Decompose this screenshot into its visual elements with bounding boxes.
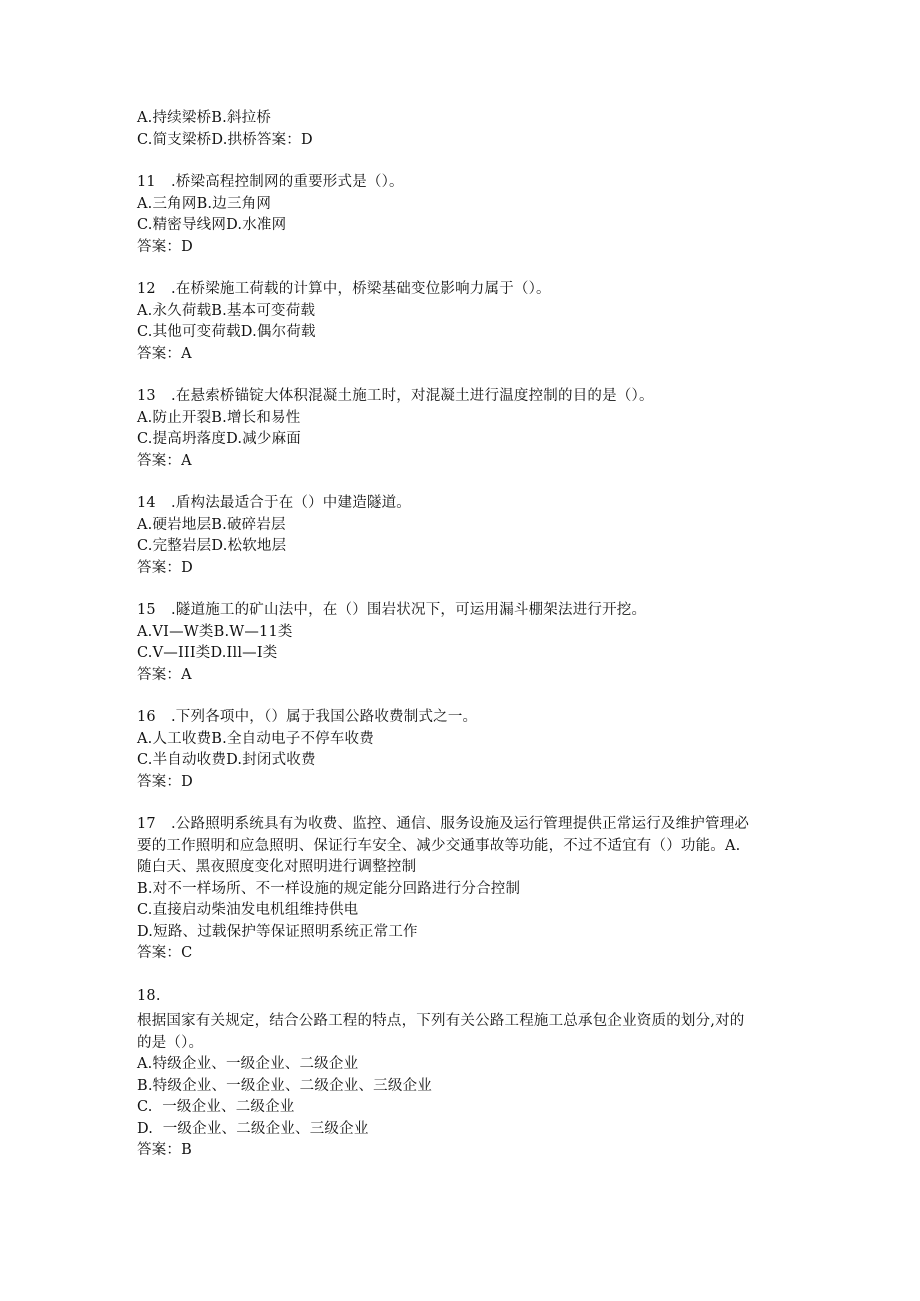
question-number: 14: [137, 495, 156, 511]
question-number: 12: [137, 281, 156, 297]
answer: 答案：D: [137, 559, 193, 576]
spacer: [137, 579, 797, 600]
options-cd: C.提高坍落度D.减少麻面: [137, 431, 302, 447]
options-ab: A.VI—W类B.W—11类: [137, 623, 293, 640]
question-stem: [137, 600, 797, 622]
question-number: 15: [137, 602, 156, 618]
question-stem-line-3: 随白天、黑夜照度变化对照明进行调整控制: [137, 859, 417, 875]
question-text: .桥梁高程控制网的重要形式是（）。: [171, 174, 404, 190]
spacer: [137, 472, 797, 493]
question-number: 17: [137, 816, 156, 832]
answer: 答案：C: [137, 945, 193, 961]
question-number: 16: [137, 709, 156, 725]
spacer: [137, 151, 797, 172]
question-10: [137, 108, 797, 151]
spacer: [137, 365, 797, 386]
question-stem-line-2: 的是（）。: [137, 1034, 204, 1051]
answer: 答案：B: [137, 1142, 192, 1158]
options-ab: A.三角网B.边三角网: [137, 195, 272, 212]
question-stem: [137, 386, 797, 408]
option-d: D. 一级企业、二级企业、三级企业: [137, 1120, 369, 1137]
option-b: B.特级企业、一级企业、二级企业、三级企业: [137, 1077, 432, 1094]
question-stem: [137, 493, 797, 515]
question-stem-line-1: 根据国家有关规定，结合公路工程的特点，下列有关公路工程施工总承包企业资质的划分,对的: [137, 1013, 745, 1029]
question-text: .在桥梁施工荷载的计算中，桥梁基础变位影响力属于（）。: [171, 281, 551, 297]
question-number: 11: [137, 174, 156, 190]
option-b: B.对不一样场所、不一样设施的规定能分回路进行分合控制: [137, 880, 521, 897]
question-number: 18.: [137, 987, 161, 1004]
question-13: [137, 386, 797, 472]
answer: 答案：D: [137, 773, 193, 790]
question-text: .盾构法最适合于在（）中建造隧道。: [171, 495, 412, 511]
options-cd: C.完整岩层D.松软地层: [137, 538, 287, 554]
question-17: [137, 814, 797, 965]
option-d: D.短路、过载保护等保证照明系统正常工作: [137, 923, 418, 940]
options-cd: C.精密导线网D.水准网: [137, 217, 287, 233]
spacer: [137, 258, 797, 279]
question-18: [137, 986, 797, 1162]
answer: 答案：A: [137, 666, 192, 683]
answer: 答案：A: [137, 452, 192, 469]
option-c: C.直接启动柴油发电机组维持供电: [137, 902, 359, 918]
options-cd: C.其他可变荷载D.偶尔荷载: [137, 324, 316, 340]
option-c: C. 一级企业、二级企业: [137, 1099, 295, 1115]
question-text: .公路照明系统具有为收费、监控、通信、服务设施及运行管理提供正常运行及维护管理必: [171, 816, 750, 832]
options-ab: A.人工收费B.全自动电子不停车收费: [137, 730, 374, 747]
options-cd-answer: C.简支梁桥D.拱桥答案：D: [137, 131, 313, 148]
options-ab: A.持续梁桥B.斜拉桥: [137, 110, 272, 126]
answer: 答案：A: [137, 345, 192, 362]
question-15: [137, 600, 797, 686]
options-ab: A.硬岩地层B.破碎岩层: [137, 516, 286, 533]
question-text: .隧道施工的矿山法中，在（）围岩状况下，可运用漏斗棚架法进行开挖。: [171, 602, 647, 618]
question-text: .在悬索桥锚锭大体积混凝土施工时，对混凝土进行温度控制的目的是（）。: [171, 388, 654, 404]
question-stem-line-2: 要的工作照明和应急照明、保证行车安全、减少交通事故等功能，不过不适宜有（）功能。A.: [137, 837, 741, 854]
question-stem-line-1: [137, 814, 797, 836]
document-page: [137, 108, 797, 1162]
question-number: 13: [137, 388, 156, 404]
question-12: [137, 279, 797, 365]
question-stem: [137, 707, 797, 729]
question-text: .下列各项中，（）属于我国公路收费制式之一。: [171, 709, 478, 725]
question-16: [137, 707, 797, 793]
question-14: [137, 493, 797, 579]
question-stem: [137, 172, 797, 194]
answer: 答案：D: [137, 238, 193, 255]
question-stem: [137, 279, 797, 301]
question-11: [137, 172, 797, 258]
option-a: A.特级企业、一级企业、二级企业: [137, 1056, 359, 1072]
options-ab: A.防止开裂B.增长和易性: [137, 409, 301, 426]
spacer: [137, 686, 797, 707]
spacer: [137, 965, 797, 986]
options-cd: C.半自动收费D.封闭式收费: [137, 752, 316, 768]
options-ab: A.永久荷载B.基本可变荷载: [137, 302, 316, 319]
spacer: [137, 793, 797, 814]
options-cd: C.V—III类D.Ill—I类: [137, 645, 278, 661]
